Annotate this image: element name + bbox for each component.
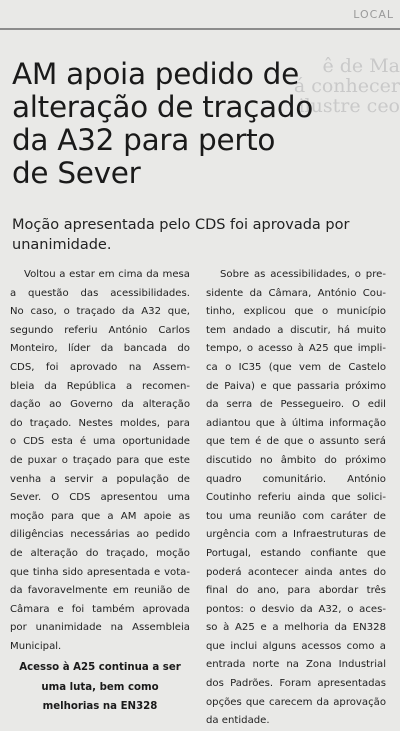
pull-quote	[10, 658, 190, 717]
body-text-line: sidente da Câmara, António Cou-	[206, 287, 386, 299]
body-text-line: pontos: o desvio da A32, o aces-	[206, 603, 386, 615]
body-text-line: de alteração do traçado, moção	[10, 547, 190, 559]
body-text-line: final do ano, para abordar três	[206, 585, 386, 597]
body-text-line: por unanimidade na Assembleia	[10, 622, 190, 634]
body-text-line: Coutinho referiu ainda que solici-	[206, 492, 386, 504]
body-text-line: No caso, o traçado da A32 que,	[10, 306, 190, 318]
body-text-line: tem andado a discutir, há muito	[206, 324, 386, 336]
body-text-line: tinho, explicou que o município	[206, 306, 386, 318]
pull-quote-line: Acesso à A25 continua a ser	[19, 662, 181, 673]
body-text-line: dos Padrões. Foram apresentadas	[206, 678, 386, 690]
body-text-line: Câmara e foi também aprovada	[10, 603, 190, 615]
body-text-line: de Paiva) e que passaria próximo	[206, 380, 386, 392]
body-text-line: que tinha sido apresentada e vota-	[10, 566, 190, 578]
body-text-line: quadro comunitário. António	[206, 473, 386, 485]
body-text-line: bleia da República a recomen-	[10, 380, 190, 392]
headline-line: de Sever	[12, 156, 141, 190]
body-text-line: de puxar o traçado para que este	[10, 454, 190, 466]
body-text-line: o CDS esta é uma oportunidade	[10, 436, 190, 448]
lead-line: Moção apresentada pelo CDS foi aprovada por	[12, 217, 350, 233]
header-rule	[0, 28, 400, 30]
bleed-through-line: ilustre ceo	[298, 95, 400, 117]
article-column-right	[206, 266, 386, 731]
body-text-line: Voltou a estar em cima da mesa	[24, 269, 190, 280]
body-text-line: que tem é de que o assunto será	[206, 436, 386, 448]
body-text-line: discutido no âmbito do próximo	[206, 454, 386, 466]
headline-line: da A32 para perto	[12, 123, 276, 157]
body-text-line: tou uma reunião com caráter de	[206, 510, 386, 522]
body-text-line: Sever. O CDS apresentou uma	[10, 492, 190, 504]
body-text-line: opções que carecem da aprovação	[206, 696, 386, 708]
body-text-line: do traçado. Nestes moldes, para	[10, 417, 190, 429]
headline-line: AM apoia pedido de	[12, 57, 299, 91]
body-text-line: CDS, foi aprovado na Assem-	[10, 361, 190, 373]
article-column-left	[10, 266, 190, 656]
body-text-line: Sobre as acessibilidades, o pre-	[220, 269, 386, 280]
body-text-line: diligências necessárias ao pedido	[10, 529, 190, 541]
article-lead	[12, 215, 392, 255]
body-text-line: poderá acontecer ainda antes do	[206, 566, 386, 578]
page-header-strip	[0, 0, 400, 48]
bleed-through-line: á conhecer	[293, 75, 400, 97]
body-text-line: da serra de Pessegueiro. O edil	[206, 399, 386, 411]
body-text-line: so à A25 e a melhoria da EN328	[206, 622, 386, 634]
article-headline	[12, 58, 392, 190]
lead-line: unanimidade.	[12, 237, 112, 253]
body-text-line: entrada norte na Zona Industrial	[206, 659, 386, 671]
body-text-line: adiantou que à última informação	[206, 417, 386, 429]
body-text-line: ca o IC35 (que vem de Castelo	[206, 361, 386, 373]
body-text-line: Municipal.	[10, 640, 62, 652]
body-text-line: a questão das acessibilidades.	[10, 287, 190, 299]
section-label: LOCAL	[353, 8, 394, 21]
body-text-line: tempo, o acesso à A25 que impli-	[206, 343, 386, 355]
body-text-line: Monteiro, líder da bancada do	[10, 343, 190, 355]
body-text-line: Portugal, estando confiante que	[206, 547, 386, 559]
body-text-line: da entidade.	[206, 715, 270, 727]
body-text-line: dação ao Governo da alteração	[10, 399, 190, 411]
body-text-line: venha a servir a população de	[10, 473, 190, 485]
bleed-through-line: ê de Ma	[322, 56, 400, 77]
body-text-line: segundo referiu António Carlos	[10, 324, 190, 336]
body-text-line: da favoravelmente em reunião de	[10, 585, 190, 597]
body-text-line: que inclui alguns acessos como a	[206, 640, 386, 652]
headline-line: alteração de traçado	[12, 90, 314, 124]
body-text-line: moção para que a AM apoie as	[10, 510, 190, 522]
body-text-line: urgência com a Infraestruturas de	[206, 529, 386, 541]
pull-quote-line: melhorias na EN328	[42, 701, 158, 712]
pull-quote-line: uma luta, bem como	[41, 681, 159, 693]
